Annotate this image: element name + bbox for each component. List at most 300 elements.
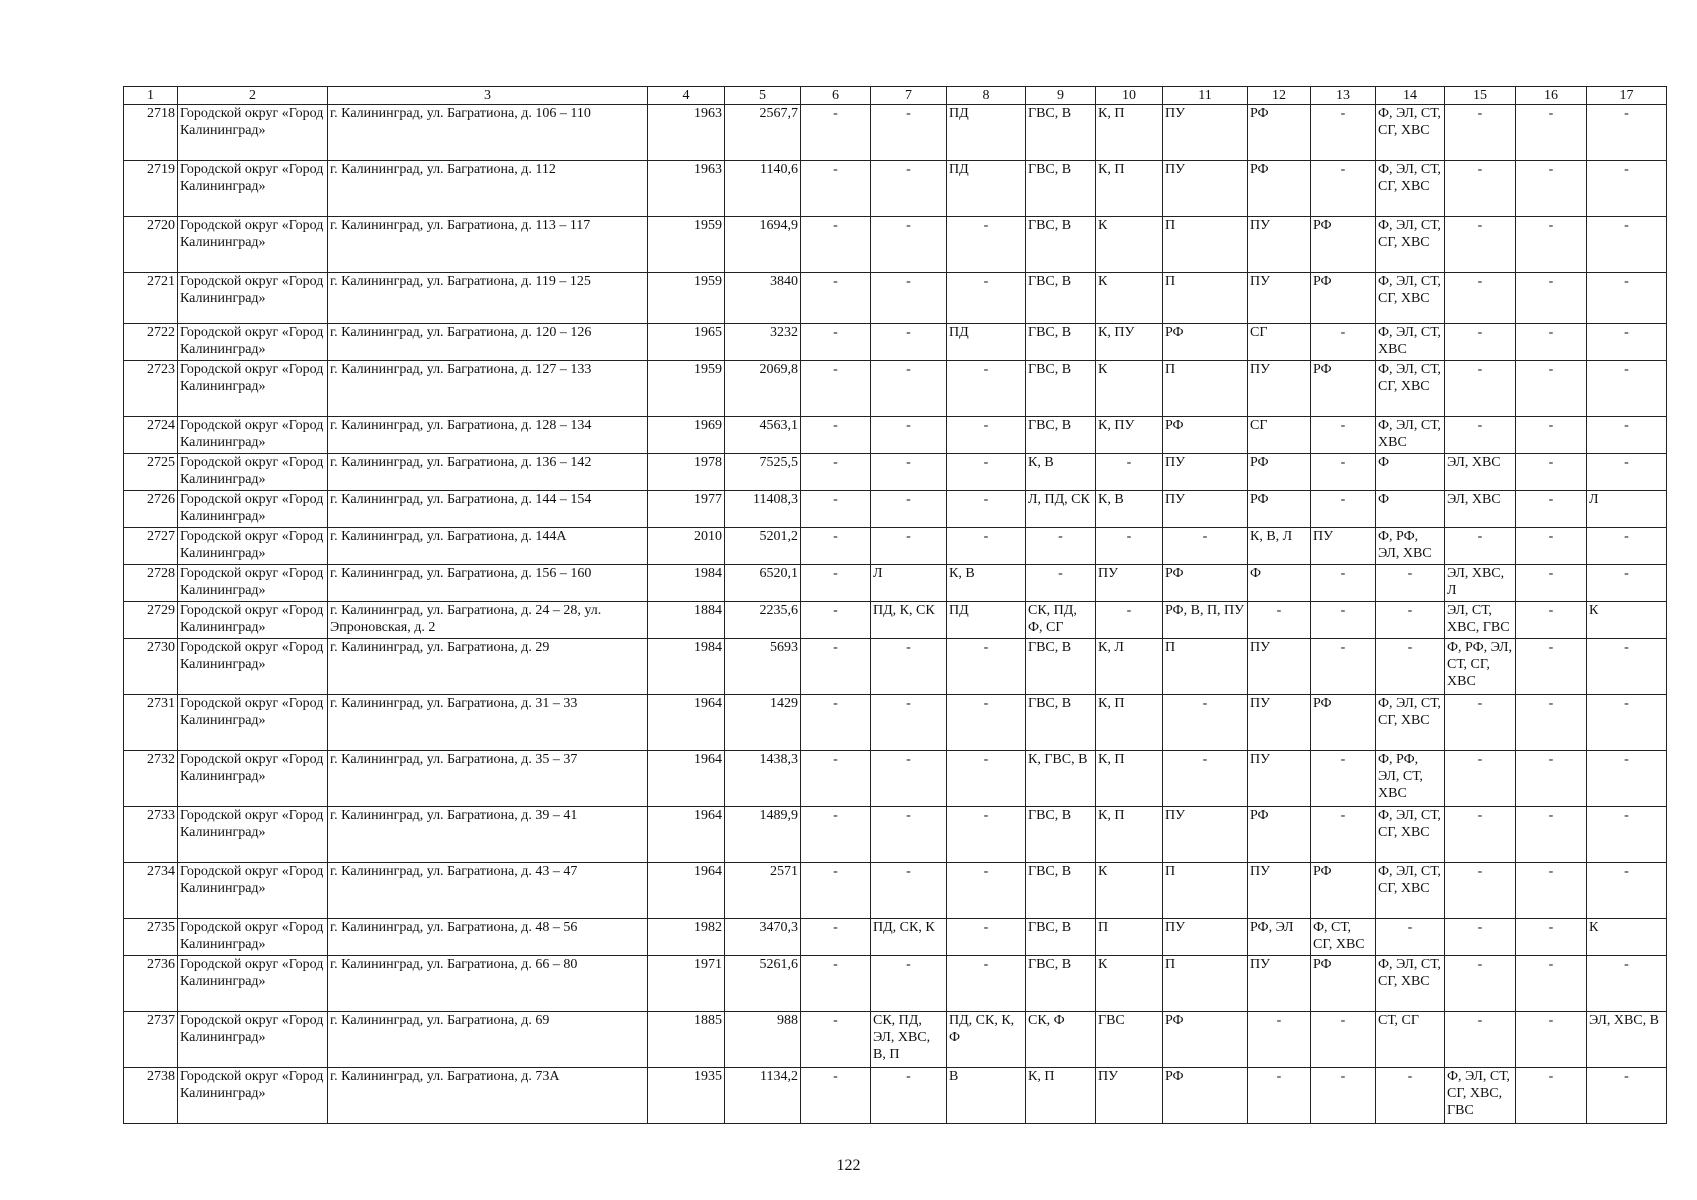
col-13-cell: - xyxy=(1311,1012,1376,1068)
col-9-cell: - xyxy=(1026,528,1096,565)
col-12-cell: ПУ xyxy=(1248,863,1311,919)
col-17-cell: - xyxy=(1587,454,1667,491)
record-number-cell: 2735 xyxy=(124,919,178,956)
table-row xyxy=(124,919,1667,956)
table-row xyxy=(124,807,1667,863)
col-14-cell: Ф, ЭЛ, СТ, СГ, ХВС xyxy=(1376,217,1445,273)
table-row xyxy=(124,639,1667,695)
address-cell: г. Калининград, ул. Багратиона, д. 24 – 28, ул. Эпроновская, д. 2 xyxy=(328,602,648,639)
col-10-cell: - xyxy=(1096,454,1163,491)
col-10-cell: К, ПУ xyxy=(1096,324,1163,361)
municipality-cell: Городской округ «Город Калининград» xyxy=(178,639,328,695)
col-15-cell: - xyxy=(1445,324,1516,361)
col-7-cell: - xyxy=(871,417,947,454)
record-number-cell: 2719 xyxy=(124,161,178,217)
address-cell: г. Калининград, ул. Багратиона, д. 127 – 133 xyxy=(328,361,648,417)
col-15-cell: - xyxy=(1445,956,1516,1012)
area-cell: 2235,6 xyxy=(725,602,801,639)
build-year-cell: 1959 xyxy=(648,217,725,273)
col-11-cell: П xyxy=(1163,863,1248,919)
col-13-cell: - xyxy=(1311,324,1376,361)
col-10-cell: К, П xyxy=(1096,105,1163,161)
col-16-cell: - xyxy=(1516,956,1587,1012)
col-10-cell: К, Л xyxy=(1096,639,1163,695)
address-cell: г. Калининград, ул. Багратиона, д. 31 – 33 xyxy=(328,695,648,751)
col-13-cell: РФ xyxy=(1311,361,1376,417)
col-14-cell: Ф, ЭЛ, СТ, СГ, ХВС xyxy=(1376,273,1445,324)
build-year-cell: 2010 xyxy=(648,528,725,565)
col-10-cell: К, ПУ xyxy=(1096,417,1163,454)
col-11-cell: ПУ xyxy=(1163,491,1248,528)
municipality-cell: Городской округ «Город Калининград» xyxy=(178,695,328,751)
address-cell: г. Калининград, ул. Багратиона, д. 120 – 126 xyxy=(328,324,648,361)
col-17-cell: - xyxy=(1587,273,1667,324)
col-13-cell: - xyxy=(1311,602,1376,639)
col-12-cell: ПУ xyxy=(1248,751,1311,807)
col-16-cell: - xyxy=(1516,1012,1587,1068)
build-year-cell: 1964 xyxy=(648,863,725,919)
table-row xyxy=(124,1068,1667,1124)
col-9-cell: СК, ПД, Ф, СГ xyxy=(1026,602,1096,639)
col-6-cell: - xyxy=(801,565,871,602)
area-cell: 3840 xyxy=(725,273,801,324)
col-9-cell: ГВС, В xyxy=(1026,956,1096,1012)
col-9-cell: ГВС, В xyxy=(1026,361,1096,417)
column-header: 1 xyxy=(124,87,178,105)
area-cell: 3470,3 xyxy=(725,919,801,956)
col-15-cell: ЭЛ, СТ, ХВС, ГВС xyxy=(1445,602,1516,639)
address-cell: г. Калининград, ул. Багратиона, д. 119 – 125 xyxy=(328,273,648,324)
table-row xyxy=(124,565,1667,602)
col-9-cell: ГВС, В xyxy=(1026,807,1096,863)
col-12-cell: - xyxy=(1248,1012,1311,1068)
col-8-cell: - xyxy=(947,919,1026,956)
col-14-cell: - xyxy=(1376,639,1445,695)
col-7-cell: - xyxy=(871,751,947,807)
col-15-cell: - xyxy=(1445,528,1516,565)
area-cell: 5201,2 xyxy=(725,528,801,565)
register-body xyxy=(124,105,1667,1124)
area-cell: 4563,1 xyxy=(725,417,801,454)
area-cell: 7525,5 xyxy=(725,454,801,491)
col-16-cell: - xyxy=(1516,1068,1587,1124)
col-12-cell: РФ, ЭЛ xyxy=(1248,919,1311,956)
column-header: 7 xyxy=(871,87,947,105)
record-number-cell: 2726 xyxy=(124,491,178,528)
col-16-cell: - xyxy=(1516,161,1587,217)
col-14-cell: - xyxy=(1376,602,1445,639)
col-8-cell: - xyxy=(947,528,1026,565)
municipality-cell: Городской округ «Город Калининград» xyxy=(178,324,328,361)
col-16-cell: - xyxy=(1516,324,1587,361)
col-6-cell: - xyxy=(801,273,871,324)
col-7-cell: - xyxy=(871,273,947,324)
col-17-cell: - xyxy=(1587,324,1667,361)
record-number-cell: 2736 xyxy=(124,956,178,1012)
municipality-cell: Городской округ «Город Калининград» xyxy=(178,361,328,417)
col-16-cell: - xyxy=(1516,863,1587,919)
col-8-cell: - xyxy=(947,807,1026,863)
municipality-cell: Городской округ «Город Калининград» xyxy=(178,751,328,807)
col-7-cell: ПД, К, СК xyxy=(871,602,947,639)
col-10-cell: ПУ xyxy=(1096,565,1163,602)
build-year-cell: 1984 xyxy=(648,639,725,695)
col-16-cell: - xyxy=(1516,361,1587,417)
build-year-cell: 1978 xyxy=(648,454,725,491)
municipality-cell: Городской округ «Город Калининград» xyxy=(178,1012,328,1068)
area-cell: 988 xyxy=(725,1012,801,1068)
col-13-cell: - xyxy=(1311,417,1376,454)
table-row xyxy=(124,161,1667,217)
area-cell: 2567,7 xyxy=(725,105,801,161)
col-13-cell: РФ xyxy=(1311,217,1376,273)
col-9-cell: К, П xyxy=(1026,1068,1096,1124)
col-15-cell: Ф, ЭЛ, СТ, СГ, ХВС, ГВС xyxy=(1445,1068,1516,1124)
col-14-cell: Ф, ЭЛ, СТ, СГ, ХВС xyxy=(1376,161,1445,217)
col-11-cell: РФ xyxy=(1163,1012,1248,1068)
record-number-cell: 2720 xyxy=(124,217,178,273)
record-number-cell: 2724 xyxy=(124,417,178,454)
col-8-cell: - xyxy=(947,217,1026,273)
area-cell: 1438,3 xyxy=(725,751,801,807)
col-10-cell: К xyxy=(1096,273,1163,324)
col-14-cell: - xyxy=(1376,1068,1445,1124)
col-9-cell: - xyxy=(1026,565,1096,602)
col-8-cell: - xyxy=(947,751,1026,807)
build-year-cell: 1969 xyxy=(648,417,725,454)
record-number-cell: 2725 xyxy=(124,454,178,491)
area-cell: 3232 xyxy=(725,324,801,361)
col-14-cell: Ф, ЭЛ, СТ, СГ, ХВС xyxy=(1376,807,1445,863)
col-10-cell: - xyxy=(1096,602,1163,639)
municipality-cell: Городской округ «Город Калининград» xyxy=(178,919,328,956)
col-13-cell: - xyxy=(1311,161,1376,217)
col-6-cell: - xyxy=(801,324,871,361)
col-9-cell: ГВС, В xyxy=(1026,217,1096,273)
build-year-cell: 1971 xyxy=(648,956,725,1012)
table-row xyxy=(124,863,1667,919)
col-13-cell: РФ xyxy=(1311,956,1376,1012)
col-7-cell: - xyxy=(871,528,947,565)
area-cell: 6520,1 xyxy=(725,565,801,602)
area-cell: 1694,9 xyxy=(725,217,801,273)
col-10-cell: ПУ xyxy=(1096,1068,1163,1124)
municipality-cell: Городской округ «Город Калининград» xyxy=(178,863,328,919)
col-12-cell: К, В, Л xyxy=(1248,528,1311,565)
record-number-cell: 2729 xyxy=(124,602,178,639)
col-17-cell: К xyxy=(1587,919,1667,956)
register-table xyxy=(123,86,1667,1124)
col-12-cell: ПУ xyxy=(1248,695,1311,751)
col-16-cell: - xyxy=(1516,751,1587,807)
col-16-cell: - xyxy=(1516,528,1587,565)
col-10-cell: К xyxy=(1096,956,1163,1012)
col-11-cell: - xyxy=(1163,528,1248,565)
column-header: 17 xyxy=(1587,87,1667,105)
col-15-cell: - xyxy=(1445,273,1516,324)
col-17-cell: - xyxy=(1587,751,1667,807)
col-11-cell: РФ xyxy=(1163,565,1248,602)
build-year-cell: 1964 xyxy=(648,807,725,863)
build-year-cell: 1982 xyxy=(648,919,725,956)
col-14-cell: Ф, ЭЛ, СТ, ХВС xyxy=(1376,324,1445,361)
col-6-cell: - xyxy=(801,454,871,491)
col-9-cell: К, ГВС, В xyxy=(1026,751,1096,807)
area-cell: 5261,6 xyxy=(725,956,801,1012)
col-14-cell: - xyxy=(1376,565,1445,602)
col-14-cell: Ф, ЭЛ, СТ, ХВС xyxy=(1376,417,1445,454)
col-8-cell: - xyxy=(947,863,1026,919)
municipality-cell: Городской округ «Город Калининград» xyxy=(178,1068,328,1124)
address-cell: г. Калининград, ул. Багратиона, д. 69 xyxy=(328,1012,648,1068)
col-16-cell: - xyxy=(1516,454,1587,491)
col-17-cell: - xyxy=(1587,105,1667,161)
col-10-cell: - xyxy=(1096,528,1163,565)
col-14-cell: Ф, ЭЛ, СТ, СГ, ХВС xyxy=(1376,361,1445,417)
col-17-cell: - xyxy=(1587,639,1667,695)
col-11-cell: - xyxy=(1163,695,1248,751)
col-8-cell: ПД, СК, К, Ф xyxy=(947,1012,1026,1068)
col-10-cell: К xyxy=(1096,863,1163,919)
col-8-cell: ПД xyxy=(947,324,1026,361)
build-year-cell: 1965 xyxy=(648,324,725,361)
col-11-cell: ПУ xyxy=(1163,919,1248,956)
col-10-cell: К, П xyxy=(1096,695,1163,751)
col-15-cell: - xyxy=(1445,105,1516,161)
col-13-cell: - xyxy=(1311,639,1376,695)
col-11-cell: РФ, В, П, ПУ xyxy=(1163,602,1248,639)
col-14-cell: Ф, ЭЛ, СТ, СГ, ХВС xyxy=(1376,863,1445,919)
col-17-cell: - xyxy=(1587,807,1667,863)
col-14-cell: Ф, ЭЛ, СТ, СГ, ХВС xyxy=(1376,105,1445,161)
municipality-cell: Городской округ «Город Калининград» xyxy=(178,417,328,454)
table-row xyxy=(124,956,1667,1012)
col-7-cell: - xyxy=(871,639,947,695)
col-14-cell: Ф xyxy=(1376,491,1445,528)
col-6-cell: - xyxy=(801,807,871,863)
col-14-cell: СТ, СГ xyxy=(1376,1012,1445,1068)
table-row xyxy=(124,324,1667,361)
record-number-cell: 2733 xyxy=(124,807,178,863)
table-row xyxy=(124,491,1667,528)
col-16-cell: - xyxy=(1516,807,1587,863)
column-header: 5 xyxy=(725,87,801,105)
col-9-cell: ГВС, В xyxy=(1026,639,1096,695)
col-11-cell: ПУ xyxy=(1163,105,1248,161)
col-15-cell: - xyxy=(1445,1012,1516,1068)
column-number-row xyxy=(124,87,1667,105)
col-10-cell: К, П xyxy=(1096,751,1163,807)
col-12-cell: ПУ xyxy=(1248,956,1311,1012)
col-11-cell: П xyxy=(1163,956,1248,1012)
col-14-cell: Ф, ЭЛ, СТ, СГ, ХВС xyxy=(1376,956,1445,1012)
col-11-cell: ПУ xyxy=(1163,454,1248,491)
col-11-cell: ПУ xyxy=(1163,161,1248,217)
col-17-cell: ЭЛ, ХВС, В xyxy=(1587,1012,1667,1068)
col-17-cell: Л xyxy=(1587,491,1667,528)
col-8-cell: - xyxy=(947,361,1026,417)
area-cell: 11408,3 xyxy=(725,491,801,528)
col-6-cell: - xyxy=(801,491,871,528)
col-16-cell: - xyxy=(1516,273,1587,324)
column-header: 11 xyxy=(1163,87,1248,105)
col-10-cell: ГВС xyxy=(1096,1012,1163,1068)
municipality-cell: Городской округ «Город Калининград» xyxy=(178,217,328,273)
area-cell: 1489,9 xyxy=(725,807,801,863)
column-header: 16 xyxy=(1516,87,1587,105)
col-7-cell: - xyxy=(871,695,947,751)
record-number-cell: 2727 xyxy=(124,528,178,565)
record-number-cell: 2734 xyxy=(124,863,178,919)
col-7-cell: - xyxy=(871,956,947,1012)
col-16-cell: - xyxy=(1516,919,1587,956)
area-cell: 1429 xyxy=(725,695,801,751)
build-year-cell: 1984 xyxy=(648,565,725,602)
col-7-cell: - xyxy=(871,324,947,361)
build-year-cell: 1964 xyxy=(648,751,725,807)
col-14-cell: Ф, РФ, ЭЛ, СТ, ХВС xyxy=(1376,751,1445,807)
col-15-cell: - xyxy=(1445,919,1516,956)
record-number-cell: 2728 xyxy=(124,565,178,602)
address-cell: г. Калининград, ул. Багратиона, д. 29 xyxy=(328,639,648,695)
col-12-cell: РФ xyxy=(1248,807,1311,863)
municipality-cell: Городской округ «Город Калининград» xyxy=(178,454,328,491)
column-header: 13 xyxy=(1311,87,1376,105)
col-15-cell: ЭЛ, ХВС xyxy=(1445,491,1516,528)
col-12-cell: ПУ xyxy=(1248,273,1311,324)
col-11-cell: П xyxy=(1163,361,1248,417)
record-number-cell: 2721 xyxy=(124,273,178,324)
address-cell: г. Калининград, ул. Багратиона, д. 43 – 47 xyxy=(328,863,648,919)
col-15-cell: - xyxy=(1445,417,1516,454)
address-cell: г. Калининград, ул. Багратиона, д. 73А xyxy=(328,1068,648,1124)
col-15-cell: - xyxy=(1445,751,1516,807)
col-15-cell: - xyxy=(1445,863,1516,919)
address-cell: г. Калининград, ул. Багратиона, д. 66 – 80 xyxy=(328,956,648,1012)
col-8-cell: - xyxy=(947,695,1026,751)
col-17-cell: - xyxy=(1587,361,1667,417)
column-header: 10 xyxy=(1096,87,1163,105)
col-12-cell: - xyxy=(1248,602,1311,639)
record-number-cell: 2738 xyxy=(124,1068,178,1124)
build-year-cell: 1884 xyxy=(648,602,725,639)
col-12-cell: РФ xyxy=(1248,161,1311,217)
col-9-cell: ГВС, В xyxy=(1026,273,1096,324)
col-8-cell: К, В xyxy=(947,565,1026,602)
table-row xyxy=(124,528,1667,565)
col-10-cell: К, П xyxy=(1096,161,1163,217)
address-cell: г. Калининград, ул. Багратиона, д. 106 – 110 xyxy=(328,105,648,161)
build-year-cell: 1964 xyxy=(648,695,725,751)
column-header: 12 xyxy=(1248,87,1311,105)
build-year-cell: 1885 xyxy=(648,1012,725,1068)
table-row xyxy=(124,361,1667,417)
col-10-cell: П xyxy=(1096,919,1163,956)
col-7-cell: Л xyxy=(871,565,947,602)
col-12-cell: ПУ xyxy=(1248,361,1311,417)
col-7-cell: - xyxy=(871,105,947,161)
record-number-cell: 2730 xyxy=(124,639,178,695)
col-17-cell: - xyxy=(1587,565,1667,602)
col-6-cell: - xyxy=(801,956,871,1012)
col-6-cell: - xyxy=(801,528,871,565)
build-year-cell: 1977 xyxy=(648,491,725,528)
col-7-cell: - xyxy=(871,863,947,919)
col-6-cell: - xyxy=(801,751,871,807)
col-9-cell: ГВС, В xyxy=(1026,324,1096,361)
municipality-cell: Городской округ «Город Калининград» xyxy=(178,273,328,324)
col-7-cell: - xyxy=(871,1068,947,1124)
col-11-cell: ПУ xyxy=(1163,807,1248,863)
col-16-cell: - xyxy=(1516,417,1587,454)
col-12-cell: РФ xyxy=(1248,491,1311,528)
col-11-cell: П xyxy=(1163,217,1248,273)
col-16-cell: - xyxy=(1516,602,1587,639)
col-13-cell: - xyxy=(1311,565,1376,602)
col-8-cell: В xyxy=(947,1068,1026,1124)
col-7-cell: ПД, СК, К xyxy=(871,919,947,956)
col-17-cell: - xyxy=(1587,417,1667,454)
record-number-cell: 2731 xyxy=(124,695,178,751)
col-16-cell: - xyxy=(1516,217,1587,273)
col-9-cell: Л, ПД, СК xyxy=(1026,491,1096,528)
col-11-cell: П xyxy=(1163,639,1248,695)
record-number-cell: 2737 xyxy=(124,1012,178,1068)
build-year-cell: 1935 xyxy=(648,1068,725,1124)
col-15-cell: - xyxy=(1445,807,1516,863)
col-12-cell: Ф xyxy=(1248,565,1311,602)
column-header: 8 xyxy=(947,87,1026,105)
col-15-cell: Ф, РФ, ЭЛ, СТ, СГ, ХВС xyxy=(1445,639,1516,695)
table-row xyxy=(124,751,1667,807)
col-16-cell: - xyxy=(1516,565,1587,602)
address-cell: г. Калининград, ул. Багратиона, д. 35 – 37 xyxy=(328,751,648,807)
col-15-cell: - xyxy=(1445,695,1516,751)
col-6-cell: - xyxy=(801,161,871,217)
col-8-cell: - xyxy=(947,956,1026,1012)
col-10-cell: К xyxy=(1096,217,1163,273)
table-row xyxy=(124,105,1667,161)
address-cell: г. Калининград, ул. Багратиона, д. 136 – 142 xyxy=(328,454,648,491)
col-10-cell: К xyxy=(1096,361,1163,417)
col-6-cell: - xyxy=(801,602,871,639)
col-8-cell: - xyxy=(947,417,1026,454)
area-cell: 1140,6 xyxy=(725,161,801,217)
col-11-cell: - xyxy=(1163,751,1248,807)
col-17-cell: - xyxy=(1587,161,1667,217)
record-number-cell: 2723 xyxy=(124,361,178,417)
table-row xyxy=(124,695,1667,751)
col-17-cell: - xyxy=(1587,528,1667,565)
col-15-cell: ЭЛ, ХВС xyxy=(1445,454,1516,491)
col-15-cell: - xyxy=(1445,161,1516,217)
col-9-cell: ГВС, В xyxy=(1026,417,1096,454)
col-14-cell: - xyxy=(1376,919,1445,956)
col-13-cell: Ф, СТ, СГ, ХВС xyxy=(1311,919,1376,956)
municipality-cell: Городской округ «Город Калининград» xyxy=(178,807,328,863)
col-6-cell: - xyxy=(801,105,871,161)
col-17-cell: - xyxy=(1587,217,1667,273)
column-header: 2 xyxy=(178,87,328,105)
col-6-cell: - xyxy=(801,863,871,919)
col-12-cell: ПУ xyxy=(1248,217,1311,273)
record-number-cell: 2722 xyxy=(124,324,178,361)
page-number: 122 xyxy=(836,1157,861,1174)
address-cell: г. Калининград, ул. Багратиона, д. 48 – 56 xyxy=(328,919,648,956)
area-cell: 5693 xyxy=(725,639,801,695)
build-year-cell: 1963 xyxy=(648,105,725,161)
col-11-cell: П xyxy=(1163,273,1248,324)
